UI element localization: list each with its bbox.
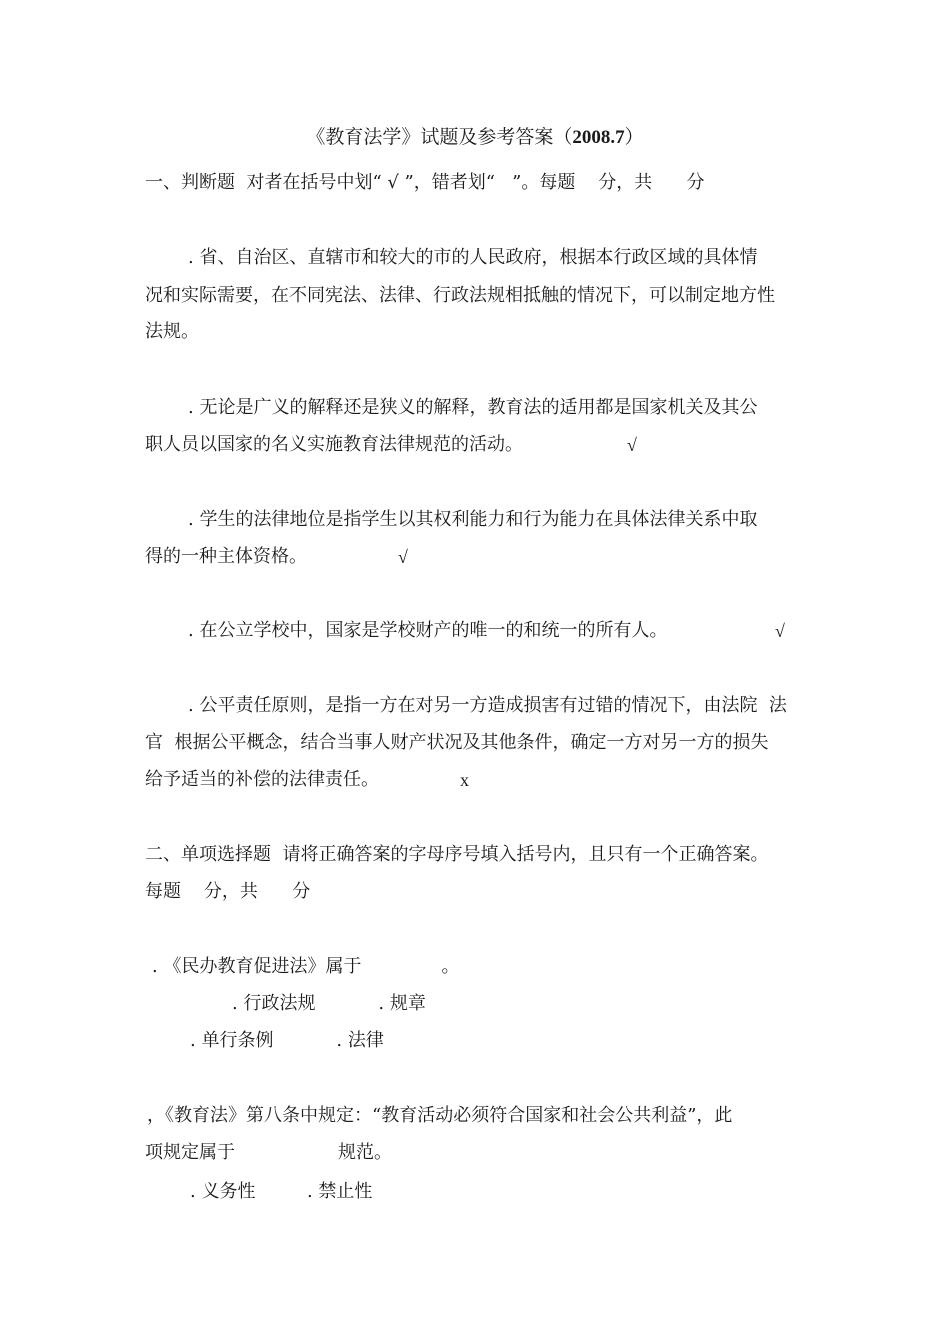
s1-q5-answer: x	[460, 770, 469, 790]
s2-q2-line2: 项规定属于 规范。	[145, 1142, 392, 1163]
title-main: 《教育法学》试题及参考答案（	[306, 126, 573, 148]
s1-q2-line1: . 无论是广义的解释还是狭义的解释，教育法的适用都是国家机关及其公	[188, 397, 758, 418]
s1-q1-line3: 法规。	[145, 321, 199, 342]
s1-q1-line2: 况和实际需要，在不同宪法、法律、行政法规相抵触的情况下，可以制定地方性	[145, 285, 775, 306]
s1-q5-line2: 官 根据公平概念，结合当事人财产状况及其他条件，确定一方对另一方的损失	[145, 732, 769, 753]
s2-q1-options-row1: . 行政法规 . 规章	[232, 993, 426, 1014]
s1-q5-line1: . 公平责任原则，是指一方在对另一方造成损害有过错的情况下，由法院 法	[188, 695, 787, 716]
s2-q2-line1: ，《教育法》第八条中规定：“教育活动必须符合国家和社会公共利益”，此	[147, 1105, 733, 1126]
s2-q1-stem: . 《民办教育促进法》属于 。	[152, 956, 460, 977]
s1-q2-line2: 职人员以国家的名义实施教育法律规范的活动。	[145, 434, 523, 455]
s2-q1-options-row2: . 单行条例 . 法律	[190, 1030, 384, 1051]
section1-heading: 一、判断题 对者在括号中划“ √ ”，错者划“ ”。每题 分，共 分	[145, 172, 705, 193]
s1-q1-line1: . 省、自治区、直辖市和较大的市的人民政府，根据本行政区域的具体情	[188, 247, 758, 268]
s1-q4-answer: √	[775, 621, 785, 641]
s1-q3-answer: √	[398, 547, 408, 567]
s1-q3-line1: . 学生的法律地位是指学生以其权利能力和行为能力在具体法律关系中取	[188, 509, 758, 530]
s1-q5-line3: 给予适当的补偿的法律责任。	[145, 769, 379, 790]
section2-heading-line2: 每题 分，共 分	[145, 881, 311, 902]
section2-heading-line1: 二、单项选择题 请将正确答案的字母序号填入括号内，且只有一个正确答案。	[145, 844, 769, 865]
s2-q2-options-row1: . 义务性 . 禁止性	[190, 1181, 373, 1202]
title-year: 2008.7	[572, 127, 625, 148]
s1-q4-line1: . 在公立学校中，国家是学校财产的唯一的和统一的所有人。	[188, 620, 668, 641]
title-close: ）	[624, 126, 644, 148]
s1-q3-line2: 得的一种主体资格。	[145, 546, 307, 567]
s1-q2-answer: √	[627, 435, 637, 455]
document-title	[0, 124, 950, 151]
